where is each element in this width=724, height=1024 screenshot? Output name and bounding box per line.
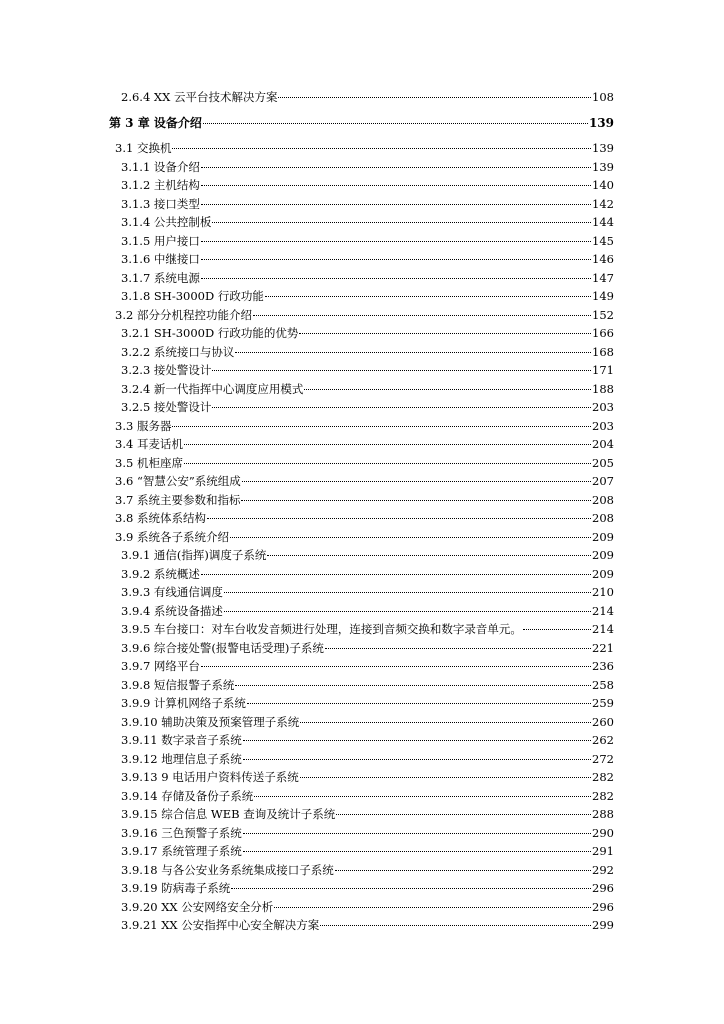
toc-entry[interactable] — [121, 641, 614, 655]
toc-entry-title: 3.9.10 辅助决策及预案管理子系统 — [121, 714, 300, 729]
toc-entry[interactable] — [121, 659, 614, 673]
toc-entry-page-number: 282 — [592, 788, 614, 803]
toc-entry-title: 3.5 机柜座席 — [115, 455, 183, 470]
dot-leader — [254, 796, 591, 797]
toc-entry-page-number: 188 — [592, 381, 614, 396]
dot-leader — [201, 278, 591, 279]
toc-entry-page-number: 291 — [592, 844, 614, 858]
toc-entry-title: 3.9 系统各子系统介绍 — [115, 529, 229, 544]
toc-entry[interactable] — [121, 271, 614, 285]
dot-leader — [304, 389, 591, 390]
toc-entry-page-number: 204 — [592, 437, 614, 451]
dot-leader — [336, 814, 591, 815]
toc-entry-title: 3.6 “智慧公安”系统组成 — [115, 474, 241, 488]
toc-entry[interactable] — [121, 345, 614, 359]
toc-entry[interactable] — [115, 437, 614, 451]
dot-leader — [300, 777, 591, 778]
toc-entry[interactable] — [121, 400, 614, 414]
toc-entry-title: 3.9.3 有线通信调度 — [121, 585, 223, 599]
toc-entry-page-number: 147 — [592, 270, 614, 285]
toc-entry[interactable] — [121, 826, 614, 840]
toc-entry[interactable] — [121, 90, 614, 104]
toc-entry-page-number: 209 — [592, 566, 614, 581]
dot-leader — [230, 537, 591, 538]
toc-entry-page-number: 146 — [592, 252, 614, 266]
dot-leader — [212, 407, 591, 408]
toc-entry[interactable] — [115, 530, 614, 544]
dot-leader — [243, 759, 591, 760]
dot-leader — [274, 907, 591, 908]
toc-entry-page-number: 205 — [592, 455, 614, 470]
toc-chapter-entry[interactable] — [109, 116, 614, 130]
toc-entry-title: 3.2.2 系统接口与协议 — [121, 344, 235, 359]
toc-entry[interactable] — [121, 770, 614, 784]
toc-entry-title: 3.9.11 数字录音子系统 — [121, 733, 242, 747]
toc-entry-page-number: 203 — [592, 418, 614, 433]
toc-entry[interactable] — [115, 308, 614, 322]
toc-entry-page-number: 282 — [592, 770, 614, 784]
dot-leader — [224, 592, 591, 593]
dot-leader — [201, 204, 591, 205]
dot-leader — [201, 666, 591, 667]
toc-entry[interactable] — [121, 733, 614, 747]
dot-leader — [201, 574, 591, 575]
toc-entry[interactable] — [115, 141, 614, 155]
toc-entry-title: 3.2.3 接处警设计 — [121, 363, 212, 377]
toc-entry-page-number: 149 — [592, 289, 614, 303]
toc-entry-page-number: 140 — [592, 178, 614, 192]
toc-entry-title: 3.8 系统体系结构 — [115, 511, 206, 525]
toc-entry-title: 3.9.13 9 电话用户资料传送子系统 — [121, 770, 299, 784]
dot-leader — [172, 426, 591, 427]
toc-entry-title: 3.9.19 防病毒子系统 — [121, 881, 231, 895]
toc-entry-page-number: 207 — [592, 474, 614, 488]
toc-entry-title: 3.9.12 地理信息子系统 — [121, 751, 242, 766]
dot-leader — [243, 740, 591, 741]
toc-entry-title: 第 3 章 设备介绍 — [109, 116, 202, 130]
dot-leader — [184, 444, 591, 445]
toc-entry-page-number: 145 — [592, 233, 614, 248]
toc-entry-title: 3.1.1 设备介绍 — [121, 159, 200, 174]
toc-entry-page-number: 288 — [592, 807, 614, 821]
toc-entry-title: 3.9.5 车台接口：对车台收发音频进行处理，连接到音频交换和数字录音单元。 — [121, 622, 522, 636]
toc-entry[interactable] — [121, 807, 614, 821]
dot-leader — [212, 370, 591, 371]
dot-leader — [203, 123, 588, 124]
toc-entry-title: 3.9.16 三色预警子系统 — [121, 825, 242, 840]
toc-entry[interactable] — [121, 881, 614, 895]
toc-entry-page-number: 142 — [592, 196, 614, 211]
toc-entry-page-number: 272 — [592, 751, 614, 766]
toc-entry-page-number: 221 — [592, 640, 614, 655]
dot-leader — [231, 888, 591, 889]
toc-entry-page-number: 209 — [592, 529, 614, 544]
toc-entry-title: 3.9.2 系统概述 — [121, 566, 200, 581]
toc-entry-page-number: 258 — [592, 677, 614, 692]
toc-entry-title: 3.7 系统主要参数和指标 — [115, 492, 241, 507]
dot-leader — [265, 296, 591, 297]
toc-entry-page-number: 208 — [592, 511, 614, 525]
toc-entry[interactable] — [121, 789, 614, 803]
toc-entry[interactable] — [121, 918, 614, 932]
toc-entry[interactable] — [121, 900, 614, 914]
toc-entry-page-number: 210 — [592, 585, 614, 599]
toc-entry-title: 3.9.8 短信报警子系统 — [121, 677, 235, 692]
toc-entry[interactable] — [115, 456, 614, 470]
dot-leader — [184, 463, 591, 464]
toc-entry-page-number: 260 — [592, 714, 614, 729]
toc-entry-title: 3.2 部分分机程控功能介绍 — [115, 307, 252, 322]
toc-entry-page-number: 144 — [592, 215, 614, 229]
dot-leader — [243, 851, 591, 852]
toc-entry-title: 3.9.1 通信(指挥)调度子系统 — [121, 548, 267, 562]
toc-entry[interactable] — [121, 215, 614, 229]
toc-entry[interactable] — [121, 863, 614, 877]
toc-entry[interactable] — [121, 178, 614, 192]
toc-entry[interactable] — [121, 752, 614, 766]
dot-leader — [201, 241, 591, 242]
toc-entry-title: 3.9.17 系统管理子系统 — [121, 844, 242, 858]
toc-entry[interactable] — [121, 696, 614, 710]
toc-entry-title: 3.1 交换机 — [115, 141, 172, 155]
toc-entry-title: 3.1.2 主机结构 — [121, 178, 200, 192]
toc-entry-page-number: 208 — [592, 492, 614, 507]
toc-entry-title: 3.1.5 用户接口 — [121, 233, 200, 248]
toc-entry-title: 3.4 耳麦话机 — [115, 437, 183, 451]
toc-entry[interactable] — [121, 548, 614, 562]
toc-entry-title: 3.9.4 系统设备描述 — [121, 603, 223, 618]
toc-entry-title: 3.9.14 存储及备份子系统 — [121, 788, 254, 803]
dot-leader — [523, 629, 591, 630]
toc-entry[interactable] — [121, 289, 614, 303]
toc-entry-page-number: 236 — [592, 659, 614, 673]
toc-entry[interactable] — [115, 419, 614, 433]
toc-entry-title: 3.2.1 SH-3000D 行政功能的优势 — [121, 326, 299, 340]
dot-leader — [299, 333, 591, 334]
dot-leader — [242, 481, 591, 482]
dot-leader — [201, 167, 591, 168]
toc-entry-page-number: 290 — [592, 825, 614, 840]
toc-entry[interactable] — [121, 567, 614, 581]
toc-entry-page-number: 299 — [592, 918, 614, 932]
toc-entry-title: 3.1.3 接口类型 — [121, 196, 200, 211]
toc-entry-page-number: 259 — [592, 696, 614, 710]
toc-entry-page-number: 171 — [592, 363, 614, 377]
toc-entry-title: 3.2.5 接处警设计 — [121, 400, 212, 414]
toc-entry-page-number: 139 — [592, 141, 614, 155]
dot-leader — [224, 611, 591, 612]
toc-entry[interactable] — [115, 493, 614, 507]
dot-leader — [241, 500, 591, 501]
toc-entry[interactable] — [115, 511, 614, 525]
toc-entry[interactable] — [121, 585, 614, 599]
toc-entry[interactable] — [121, 622, 614, 636]
dot-leader — [267, 555, 591, 556]
dot-leader — [243, 833, 591, 834]
dot-leader — [320, 925, 591, 926]
toc-entry-page-number: 139 — [588, 116, 614, 130]
toc-entry-title: 2.6.4 XX 云平台技术解决方案 — [121, 90, 278, 104]
dot-leader — [325, 648, 591, 649]
toc-entry-page-number: 168 — [592, 344, 614, 359]
toc-entry-page-number: 262 — [592, 733, 614, 747]
toc-entry-page-number: 139 — [592, 159, 614, 174]
toc-entry[interactable] — [121, 715, 614, 729]
dot-leader — [247, 703, 591, 704]
dot-leader — [172, 148, 591, 149]
toc-entry[interactable] — [121, 326, 614, 340]
toc-entry-page-number: 203 — [592, 400, 614, 414]
dot-leader — [253, 315, 591, 316]
dot-leader — [212, 222, 591, 223]
toc-entry-page-number: 296 — [592, 899, 614, 914]
toc-entry[interactable] — [121, 678, 614, 692]
toc-entry-title: 3.1.8 SH-3000D 行政功能 — [121, 289, 264, 303]
toc-entry-page-number: 152 — [592, 307, 614, 322]
toc-entry[interactable] — [121, 234, 614, 248]
toc-entry-page-number: 214 — [592, 603, 614, 618]
toc-entry-title: 3.9.9 计算机网络子系统 — [121, 696, 246, 710]
toc-entry[interactable] — [115, 474, 614, 488]
dot-leader — [335, 870, 591, 871]
toc-entry-page-number: 296 — [592, 881, 614, 895]
toc-entry-title: 3.9.7 网络平台 — [121, 659, 200, 673]
toc-entry-title: 3.9.21 XX 公安指挥中心安全解决方案 — [121, 918, 320, 932]
toc-entry-page-number: 214 — [592, 622, 614, 636]
toc-entry[interactable] — [121, 252, 614, 266]
toc-entry-title: 3.3 服务器 — [115, 418, 172, 433]
toc-entry-title: 3.1.7 系统电源 — [121, 270, 200, 285]
dot-leader — [201, 259, 591, 260]
dot-leader — [201, 185, 591, 186]
toc-entry[interactable] — [121, 844, 614, 858]
toc-entry[interactable] — [121, 197, 614, 211]
toc-entry-title: 3.9.20 XX 公安网络安全分析 — [121, 899, 274, 914]
toc-entry-title: 3.1.4 公共控制板 — [121, 215, 212, 229]
toc-entry[interactable] — [121, 363, 614, 377]
dot-leader — [278, 97, 591, 98]
toc-entry[interactable] — [121, 382, 614, 396]
toc-entry-page-number: 292 — [592, 862, 614, 877]
dot-leader — [235, 352, 591, 353]
toc-entry-title: 3.9.18 与各公安业务系统集成接口子系统 — [121, 862, 334, 877]
toc-entry-title: 3.9.6 综合接处警(报警电话受理)子系统 — [121, 640, 324, 655]
dot-leader — [300, 722, 591, 723]
toc-entry-page-number: 108 — [592, 90, 614, 104]
toc-entry-title: 3.2.4 新一代指挥中心调度应用模式 — [121, 381, 304, 396]
toc-entry[interactable] — [121, 604, 614, 618]
dot-leader — [207, 518, 591, 519]
toc-entry-page-number: 209 — [592, 548, 614, 562]
toc-entry-page-number: 166 — [592, 326, 614, 340]
toc-entry-title: 3.9.15 综合信息 WEB 查询及统计子系统 — [121, 807, 336, 821]
toc-entry-title: 3.1.6 中继接口 — [121, 252, 200, 266]
dot-leader — [235, 685, 591, 686]
toc-entry[interactable] — [121, 160, 614, 174]
